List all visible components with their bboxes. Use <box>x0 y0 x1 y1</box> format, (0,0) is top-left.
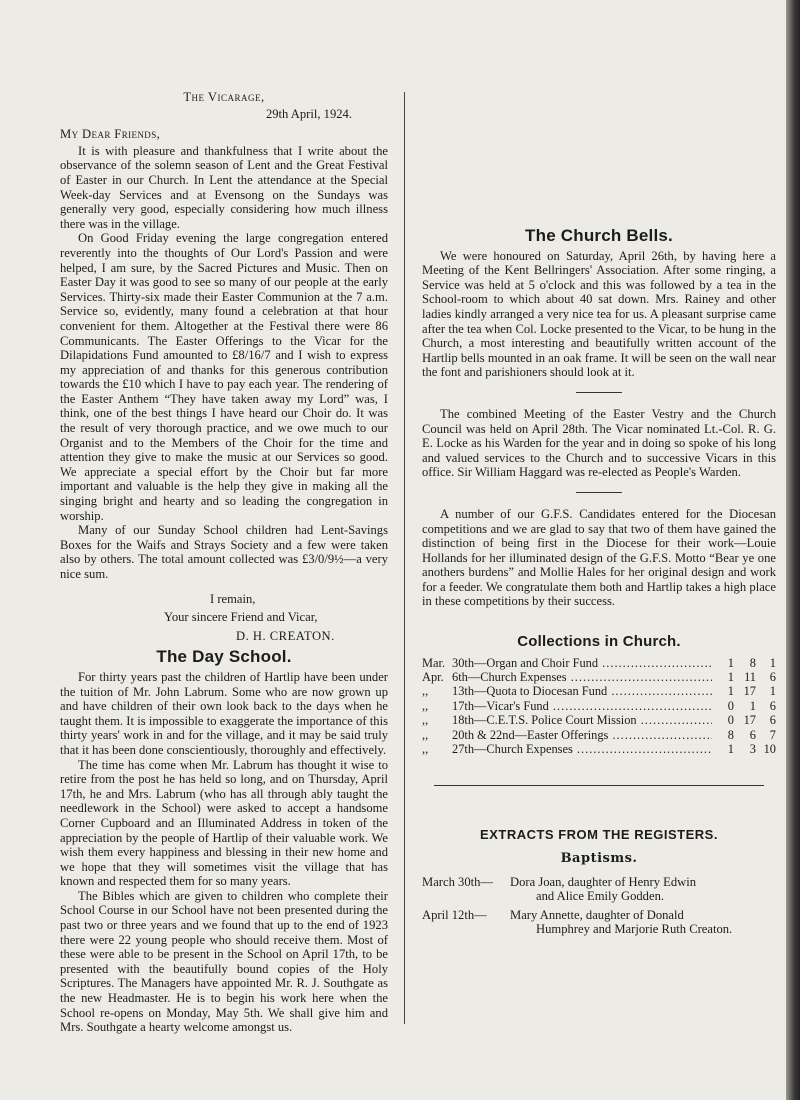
baptism-entry <box>422 875 776 904</box>
baptisms-list <box>422 875 776 937</box>
collection-shillings: 6 <box>749 727 756 742</box>
collection-pence: 6 <box>769 713 776 728</box>
baptism-entry <box>422 908 776 937</box>
collection-pounds: 1 <box>727 670 734 685</box>
collection-label: 6th—Church Expenses ..... <box>452 670 712 684</box>
collection-label: 30th—Organ and Choir Fund ..... <box>452 656 712 670</box>
collection-label: 18th—C.E.T.S. Police Court Mission ..... <box>452 713 712 727</box>
gfs-paragraph: A number of our G.F.S. Candidates entered for the Diocesan competitions and we are glad to say that two of them have gained the distinction of being first in the Diocese for their work—Louie Hollands for her illuminated design of the G.F.S. Motto “Bear ye one anothers burdens” and Mollie Hales for her original design and work for a feeder. We congratulate them both and Hartlip takes a high place in these competitions by their success. <box>422 506 776 609</box>
letter-address: The Vicarage, <box>183 90 265 104</box>
collection-row <box>422 713 776 727</box>
baptism-text <box>510 908 776 937</box>
collection-label: 27th—Church Expenses ..... <box>452 742 712 756</box>
collection-pence: 1 <box>769 655 776 670</box>
collection-shillings: 3 <box>749 742 756 757</box>
letter-paragraph: Many of our Sunday School children had Lent-Savings Boxes for the Waifs and Strays Society and a few were taken also by others. The total amount collected was £3/0/9½—a very nice sum. <box>60 523 388 581</box>
baptism-line: Mary Annette, daughter of Donald <box>510 907 684 922</box>
collection-row <box>422 742 776 756</box>
collection-pounds: 1 <box>727 742 734 757</box>
collection-pence: 10 <box>763 742 776 757</box>
column-divider <box>404 92 405 1024</box>
baptism-line-cont: and Alice Emily Godden. <box>536 889 665 904</box>
continued-text-spacer <box>422 90 776 222</box>
baptism-date: March 30th— <box>422 874 493 889</box>
letter-signature: D. H. CREATON. <box>236 628 335 643</box>
church-bells-paragraph: We were honoured on Saturday, April 26th, by having here a Meeting of the Kent Bellringers' Association. After some ringing, a Service was held at 5 o'clock and this was followed by a tea in the School-room to which about 40 sat down. Mrs. Rainey and other ladies kindly arranged a very nice tea for us. A pleasant surprise came after the tea when Col. Locke presented to the Vicar, to be hung in the Church, a most interesting and beautifully written account of the Hartlip bells mounted in an oak frame. It will be seen on the wall near the font and parishioners should look at it. <box>422 248 776 380</box>
collection-row <box>422 728 776 742</box>
letter-date: 29th April, 1924. <box>265 106 352 121</box>
letter-closing-line: Your sincere Friend and Vicar, <box>164 610 318 625</box>
baptism-line: Dora Joan, daughter of Henry Edwin <box>510 874 697 889</box>
day-school-paragraph: For thirty years past the children of Hartlip have been under the tuition of Mr. John Labrum. Some who are now grown up and have children of their own look back to the days when he taught them. It is impossible to exaggerate the importance of this thirty years' work in and for the village, and it may be said truly that it has been done conscientiously, thoroughly and effectively. <box>60 669 388 757</box>
page-edge-shadow <box>786 0 800 1100</box>
collection-shillings: 17 <box>743 684 756 699</box>
collection-row <box>422 656 776 670</box>
collection-pounds: 1 <box>727 684 734 699</box>
day-school-paragraph: The time has come when Mr. Labrum has thought it wise to retire from the post he has held so long, and on Thursday, April 17th, he and Mrs. Labrum (who has all through ably taught the needlework in the School) were asked to accept a handsome Corner Cupboard and an Illuminated Address in token of the appreciation by the people of Hartlip of their valuable work. We wish them every happiness and blessing in their new home and we hope that they will sometimes visit the village that has known and respected them for so many years. <box>60 757 388 889</box>
collection-label: 17th—Vicar's Fund ..... <box>452 699 712 713</box>
collection-pence: 1 <box>769 684 776 699</box>
collections-table <box>422 656 776 757</box>
vestry-paragraph: The combined Meeting of the Easter Vestry and the Church Council was held on April 28th. The Vicar nominated Lt.-Col. R. G. E. Locke as his Warden for the year and in doing so spoke of his long and valued services to the Church and to successive Vicars in this office. Sir William Haggard was re-elected as People's Warden. <box>422 406 776 480</box>
collection-month: ,, <box>422 727 429 742</box>
collection-pounds: 8 <box>727 727 734 742</box>
church-bells-heading: The Church Bells. <box>525 226 673 245</box>
collection-label: 13th—Quota to Diocesan Fund ..... <box>452 684 712 698</box>
collection-shillings: 11 <box>744 670 756 685</box>
baptism-text <box>510 875 776 904</box>
baptism-date: April 12th— <box>422 907 487 922</box>
letter-paragraph: On Good Friday evening the large congregation entered reverently into the thoughts of Our Lord's Passion and were helped, I am sure, by the Sacred Pictures and Music. Then on Easter Day it was good to see so many of our people at the early Services. Thirty-six made their Easter Communion at the 7 a.m. Service so, evidently, many found a celebration at that hour convenient for them. Altogether at the Festival there were 86 Communicants. The Easter Offerings to the Vicar for the Dilapidations Fund amounted to £8/16/7 and I wish to express my appreciation of and thanks for this generous contribution towards the £10 which I have to pay each year. The rendering of the Easter Anthem “They have taken away my Lord” was, I think, one of the best things I have heard our Choir do. It was the result of very thorough practice, and we owe much to our Organist and to the Members of the Choir for the time and attention they give to make the music at our Services so good. We appreciate a special effort by the Choir but far more important and valuable is the help they give in making all the singing bright and hearty and so leading the congregation in worship. <box>60 231 388 523</box>
collection-shillings: 1 <box>749 698 756 713</box>
letter-paragraph: It is with pleasure and thankfulness that I write about the observance of the solemn season of Lent and the Great Festival of Easter in our Church. In Lent the attendance at the Special Week-day Services and at Evensong on the Sundays was generally very good, especially considering how much illness there was in the village. <box>60 143 388 231</box>
collection-shillings: 17 <box>743 713 756 728</box>
collection-pence: 6 <box>769 698 776 713</box>
letter-closing: I remain, <box>210 591 256 606</box>
collection-shillings: 8 <box>749 655 756 670</box>
collection-pence: 6 <box>769 670 776 685</box>
letter-signoff <box>60 592 388 644</box>
day-school-heading: The Day School. <box>156 647 292 667</box>
collection-label: 20th & 22nd—Easter Offerings ..... <box>452 728 712 742</box>
collection-pence: 7 <box>769 727 776 742</box>
registers-divider <box>434 785 764 786</box>
day-school-paragraph: The Bibles which are given to children who complete their School Course in our School have not been presented during the past two or three years and we found that up to the end of 1923 there were 22 young people who should receive them. Most of these were able to be present in the School on April 17th, to be presented with the beautifully bound copies of the Holy Scriptures. The Managers have appointed Mr. R. J. Southgate as the new Headmaster. He is to begin his work here when the School re-opens on Monday, May 5th. We shall give him and Mrs. Southgate a hearty welcome amongst us. <box>60 888 388 1035</box>
collection-row <box>422 670 776 684</box>
letter-salutation: My Dear Friends, <box>60 127 161 142</box>
collection-month: ,, <box>422 742 429 757</box>
collection-month: Mar. <box>422 655 446 670</box>
collection-month: ,, <box>422 698 429 713</box>
collection-month: ,, <box>422 713 429 728</box>
section-divider <box>576 392 622 393</box>
collection-pounds: 1 <box>727 655 734 670</box>
collections-heading: Collections in Church. <box>517 633 681 651</box>
section-divider <box>576 492 622 493</box>
collection-pounds: 0 <box>727 698 734 713</box>
left-column <box>60 90 388 1035</box>
right-column <box>422 90 776 941</box>
collection-pounds: 0 <box>727 713 734 728</box>
collection-month: Apr. <box>422 670 444 685</box>
registers-heading: EXTRACTS FROM THE REGISTERS. <box>480 826 718 842</box>
collection-row <box>422 699 776 713</box>
baptisms-subheading: Baptisms. <box>560 851 638 867</box>
collection-row <box>422 684 776 698</box>
collection-month: ,, <box>422 684 429 699</box>
baptism-line-cont: Humphrey and Marjorie Ruth Creaton. <box>536 922 733 937</box>
